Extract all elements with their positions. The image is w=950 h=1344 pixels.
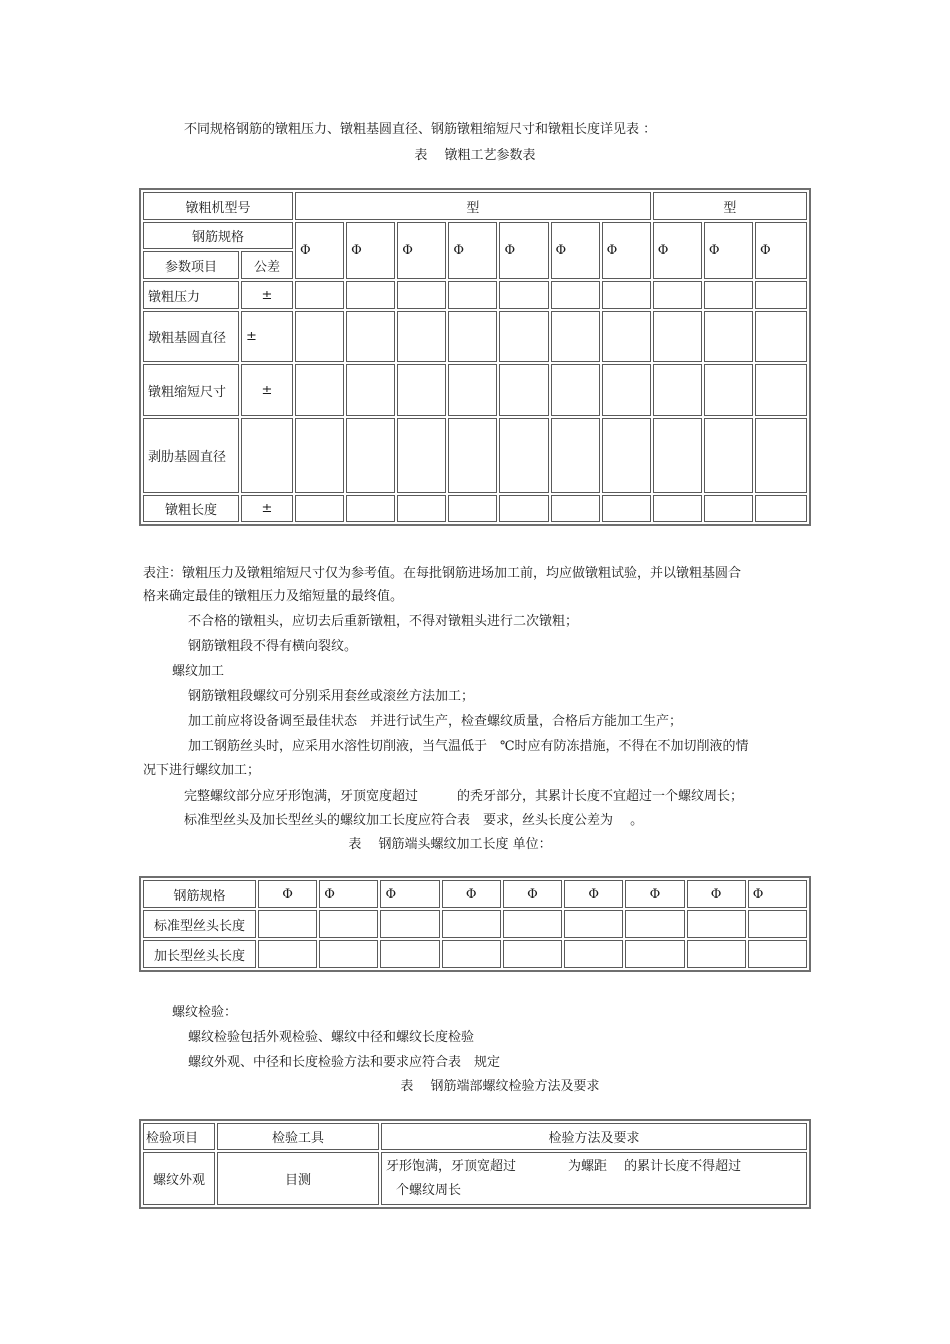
row-tolerance: ±: [241, 311, 293, 362]
spec-phi-cell: Φ: [319, 880, 378, 908]
table-row: [143, 1123, 807, 1150]
spec-phi-cell: Φ: [499, 222, 548, 279]
param-item-label: 参数项目: [143, 251, 239, 279]
table-row: [143, 1152, 807, 1205]
thread-paragraph-2: 加工前应将设备调至最佳状态 并进行试生产，检查螺纹质量，合格后方能加工生产；: [188, 714, 683, 729]
table-row: [143, 940, 807, 968]
table1-caption: 表 镦粗工艺参数表: [414, 148, 536, 163]
thread-paragraph-3: 加工钢筋丝头时，应采用水溶性切削液，当气温低于 ℃时应有防冻措施，不得在不加切削液的情: [188, 739, 749, 754]
inspection-paragraph-2: 螺纹外观、中径和长度检验方法和要求应符合表 规定: [188, 1055, 501, 1070]
note-line-1: 表注：镦粗压力及镦粗缩短尺寸仅为参考值。在每批钢筋进场加工前，均应做镦粗试验，并以镦粗基圆合: [143, 566, 742, 581]
inspection-heading: 螺纹检验：: [172, 1005, 238, 1020]
thread-paragraph-3-cont: 况下进行螺纹加工；: [143, 763, 261, 778]
thread-length-table: [139, 876, 811, 972]
thread-inspection-table: [139, 1119, 811, 1209]
table3-caption: 表 钢筋端部螺纹检验方法及要求: [400, 1079, 600, 1094]
table-row: [143, 364, 807, 416]
spec-phi-cell: Φ: [380, 880, 439, 908]
spec-phi-cell: Φ: [346, 222, 395, 279]
rebar-spec-label: 钢筋规格: [143, 222, 293, 249]
row-tolerance: ±: [241, 495, 293, 522]
intro-text: 不同规格钢筋的镦粗压力、镦粗基圆直径、钢筋镦粗缩短尺寸和镦粗长度详见表 ：: [184, 122, 657, 137]
tolerance-label: 公差: [241, 251, 293, 279]
requirement-line-2: 个螺纹周长: [396, 1182, 462, 1198]
table-row: [143, 495, 807, 522]
spec-phi-cell: Φ: [551, 222, 600, 279]
inspection-method-header: 检验方法及要求: [381, 1123, 807, 1150]
table-row: [143, 418, 807, 493]
rebar-spec-label: 钢筋规格: [143, 880, 256, 908]
requirement-line-1: 牙形饱满，牙顶宽超过 为螺距 的累计长度不得超过: [386, 1158, 742, 1174]
row-name: 镦粗压力: [143, 281, 239, 309]
table-row: [143, 222, 807, 249]
spec-phi-cell: Φ: [503, 880, 562, 908]
table2-caption: 表 钢筋端头螺纹加工长度 单位：: [348, 837, 552, 852]
model-2-header: 型: [653, 192, 807, 220]
row-name: 墩粗基圆直径: [143, 311, 239, 362]
table-row: [143, 192, 807, 220]
spec-phi-cell: Φ: [258, 880, 317, 908]
spec-phi-cell: Φ: [295, 222, 344, 279]
note-line-2: 格来确定最佳的镦粗压力及缩短量的最终值。: [143, 589, 404, 604]
inspection-paragraph-1: 螺纹检验包括外观检验、螺纹中径和螺纹长度检验: [188, 1030, 475, 1045]
extended-thread-length-label: 加长型丝头长度: [143, 940, 256, 968]
table-row: [143, 281, 807, 309]
upsetting-parameter-table: [139, 188, 811, 526]
spec-phi-cell: Φ: [602, 222, 651, 279]
appearance-requirement: [381, 1152, 807, 1205]
spec-phi-cell: Φ: [564, 880, 623, 908]
row-tolerance: [241, 418, 293, 493]
spec-phi-cell: Φ: [397, 222, 446, 279]
note-paragraph-2: 钢筋镦粗段不得有横向裂纹。: [188, 639, 358, 654]
row-name: 剥肋基圆直径: [143, 418, 239, 493]
spec-phi-cell: Φ: [687, 880, 746, 908]
table-row: [143, 880, 807, 908]
spec-phi-cell: Φ: [704, 222, 753, 279]
note-paragraph-1: 不合格的镦粗头，应切去后重新镦粗，不得对镦粗头进行二次镦粗；: [188, 614, 579, 629]
table-row: [143, 910, 807, 938]
machine-model-label: 镦粗机型号: [143, 192, 293, 220]
row-name: 镦粗缩短尺寸: [143, 364, 239, 416]
spec-phi-cell: Φ: [748, 880, 807, 908]
spec-phi-cell: Φ: [653, 222, 702, 279]
model-1-header: 型: [295, 192, 651, 220]
thread-paragraph-4: 完整螺纹部分应牙形饱满，牙顶宽度超过 的秃牙部分，其累计长度不宜超过一个螺纹周长；: [184, 789, 744, 804]
spec-phi-cell: Φ: [625, 880, 684, 908]
thread-paragraph-5: 标准型丝头及加长型丝头的螺纹加工长度应符合表 要求，丝头长度公差为 。: [184, 813, 644, 828]
inspection-tool-header: 检验工具: [217, 1123, 379, 1150]
thread-heading: 螺纹加工: [172, 664, 225, 679]
table-row: [143, 311, 807, 362]
row-tolerance: ±: [241, 364, 293, 416]
inspection-item-header: 检验项目: [143, 1123, 215, 1150]
spec-phi-cell: Φ: [442, 880, 501, 908]
thread-paragraph-1: 钢筋镦粗段螺纹可分别采用套丝或滚丝方法加工；: [188, 689, 475, 704]
standard-thread-length-label: 标准型丝头长度: [143, 910, 256, 938]
row-name: 镦粗长度: [143, 495, 239, 522]
spec-phi-cell: Φ: [448, 222, 497, 279]
row-tolerance: ±: [241, 281, 293, 309]
thread-appearance-label: 螺纹外观: [143, 1152, 215, 1205]
visual-inspection-tool: 目测: [217, 1152, 379, 1205]
spec-phi-cell: Φ: [755, 222, 807, 279]
